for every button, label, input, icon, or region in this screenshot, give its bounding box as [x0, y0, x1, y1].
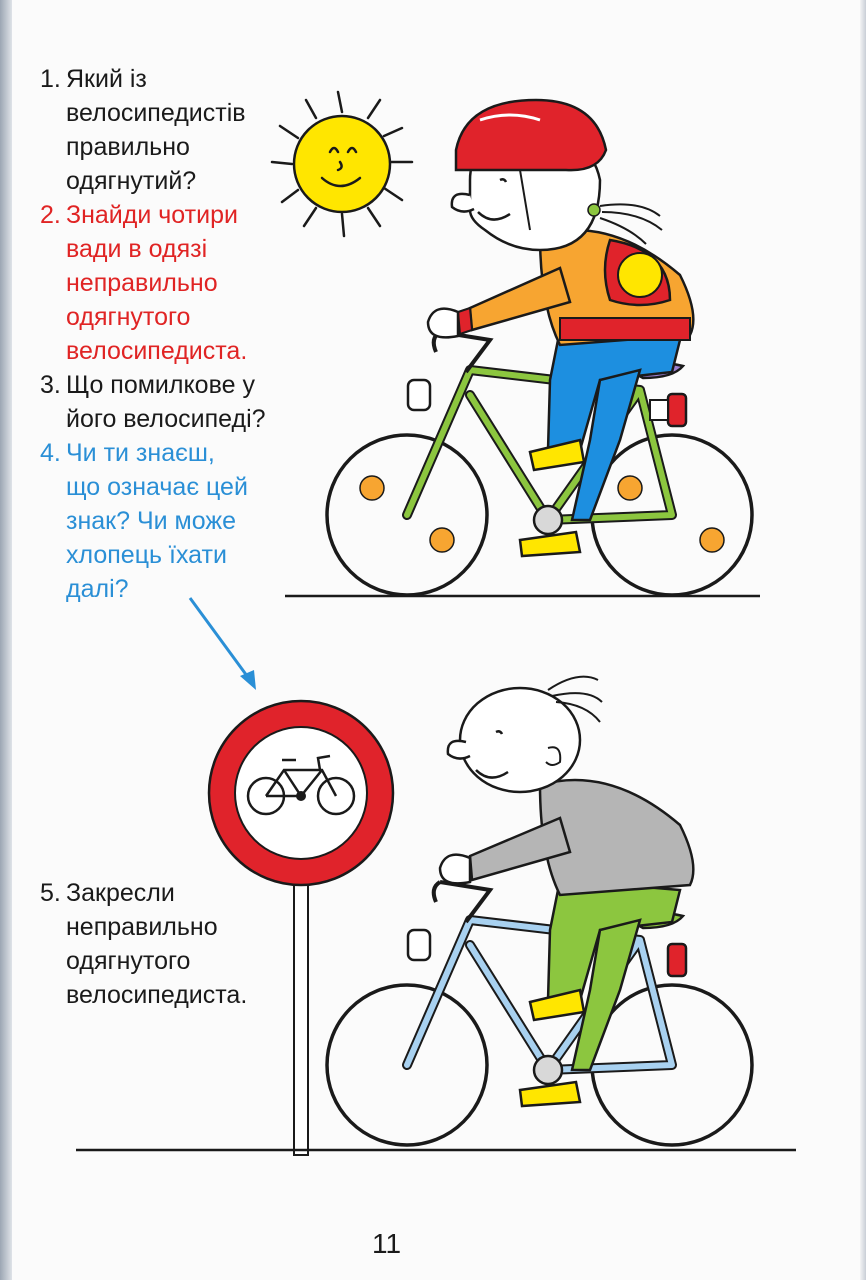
- question-3-number: 3.: [40, 371, 61, 399]
- question-4: [40, 436, 248, 606]
- question-2-line-1: Знайди чотири: [66, 201, 238, 229]
- question-4-line-5: далі?: [66, 575, 129, 603]
- question-3: [40, 368, 266, 436]
- question-4-line-1: Чи ти знаєш,: [66, 439, 215, 467]
- correct-cyclist-illustration: [327, 100, 752, 595]
- question-2-line-2: вади в одязі: [66, 235, 208, 263]
- question-5-line-2: неправильно: [66, 913, 218, 941]
- question-1-number: 1.: [40, 65, 61, 93]
- question-1-line-1: Який із: [66, 65, 147, 93]
- question-2-line-3: неправильно: [66, 269, 218, 297]
- question-5-number: 5.: [40, 879, 61, 907]
- question-5-line-4: велосипедиста.: [66, 981, 248, 1009]
- question-4-number: 4.: [40, 439, 61, 467]
- question-4-line-3: знак? Чи може: [66, 507, 236, 535]
- question-2-number: 2.: [40, 201, 61, 229]
- question-3-line-1: Що помилкове у: [66, 371, 255, 399]
- sun-icon: [272, 92, 412, 236]
- question-2-line-5: велосипедиста.: [66, 337, 248, 365]
- question-2: [40, 198, 247, 368]
- arrow-icon: [190, 598, 256, 690]
- question-4-line-4: хлопець їхати: [66, 541, 227, 569]
- question-5-line-3: одягнутого: [66, 947, 191, 975]
- question-5: [40, 876, 247, 1012]
- question-1-line-4: одягнутий?: [66, 167, 197, 195]
- page-number: 11: [372, 1228, 402, 1259]
- question-5-line-1: Закресли: [66, 879, 175, 907]
- question-4-line-2: що означає цей: [66, 473, 248, 501]
- question-2-line-4: одягнутого: [66, 303, 191, 331]
- question-3-line-2: його велосипеді?: [66, 405, 266, 433]
- question-1-line-3: правильно: [66, 133, 190, 161]
- incorrect-cyclist-illustration: [327, 677, 752, 1145]
- question-1-line-2: велосипедистів: [66, 99, 246, 127]
- question-1: [40, 62, 246, 198]
